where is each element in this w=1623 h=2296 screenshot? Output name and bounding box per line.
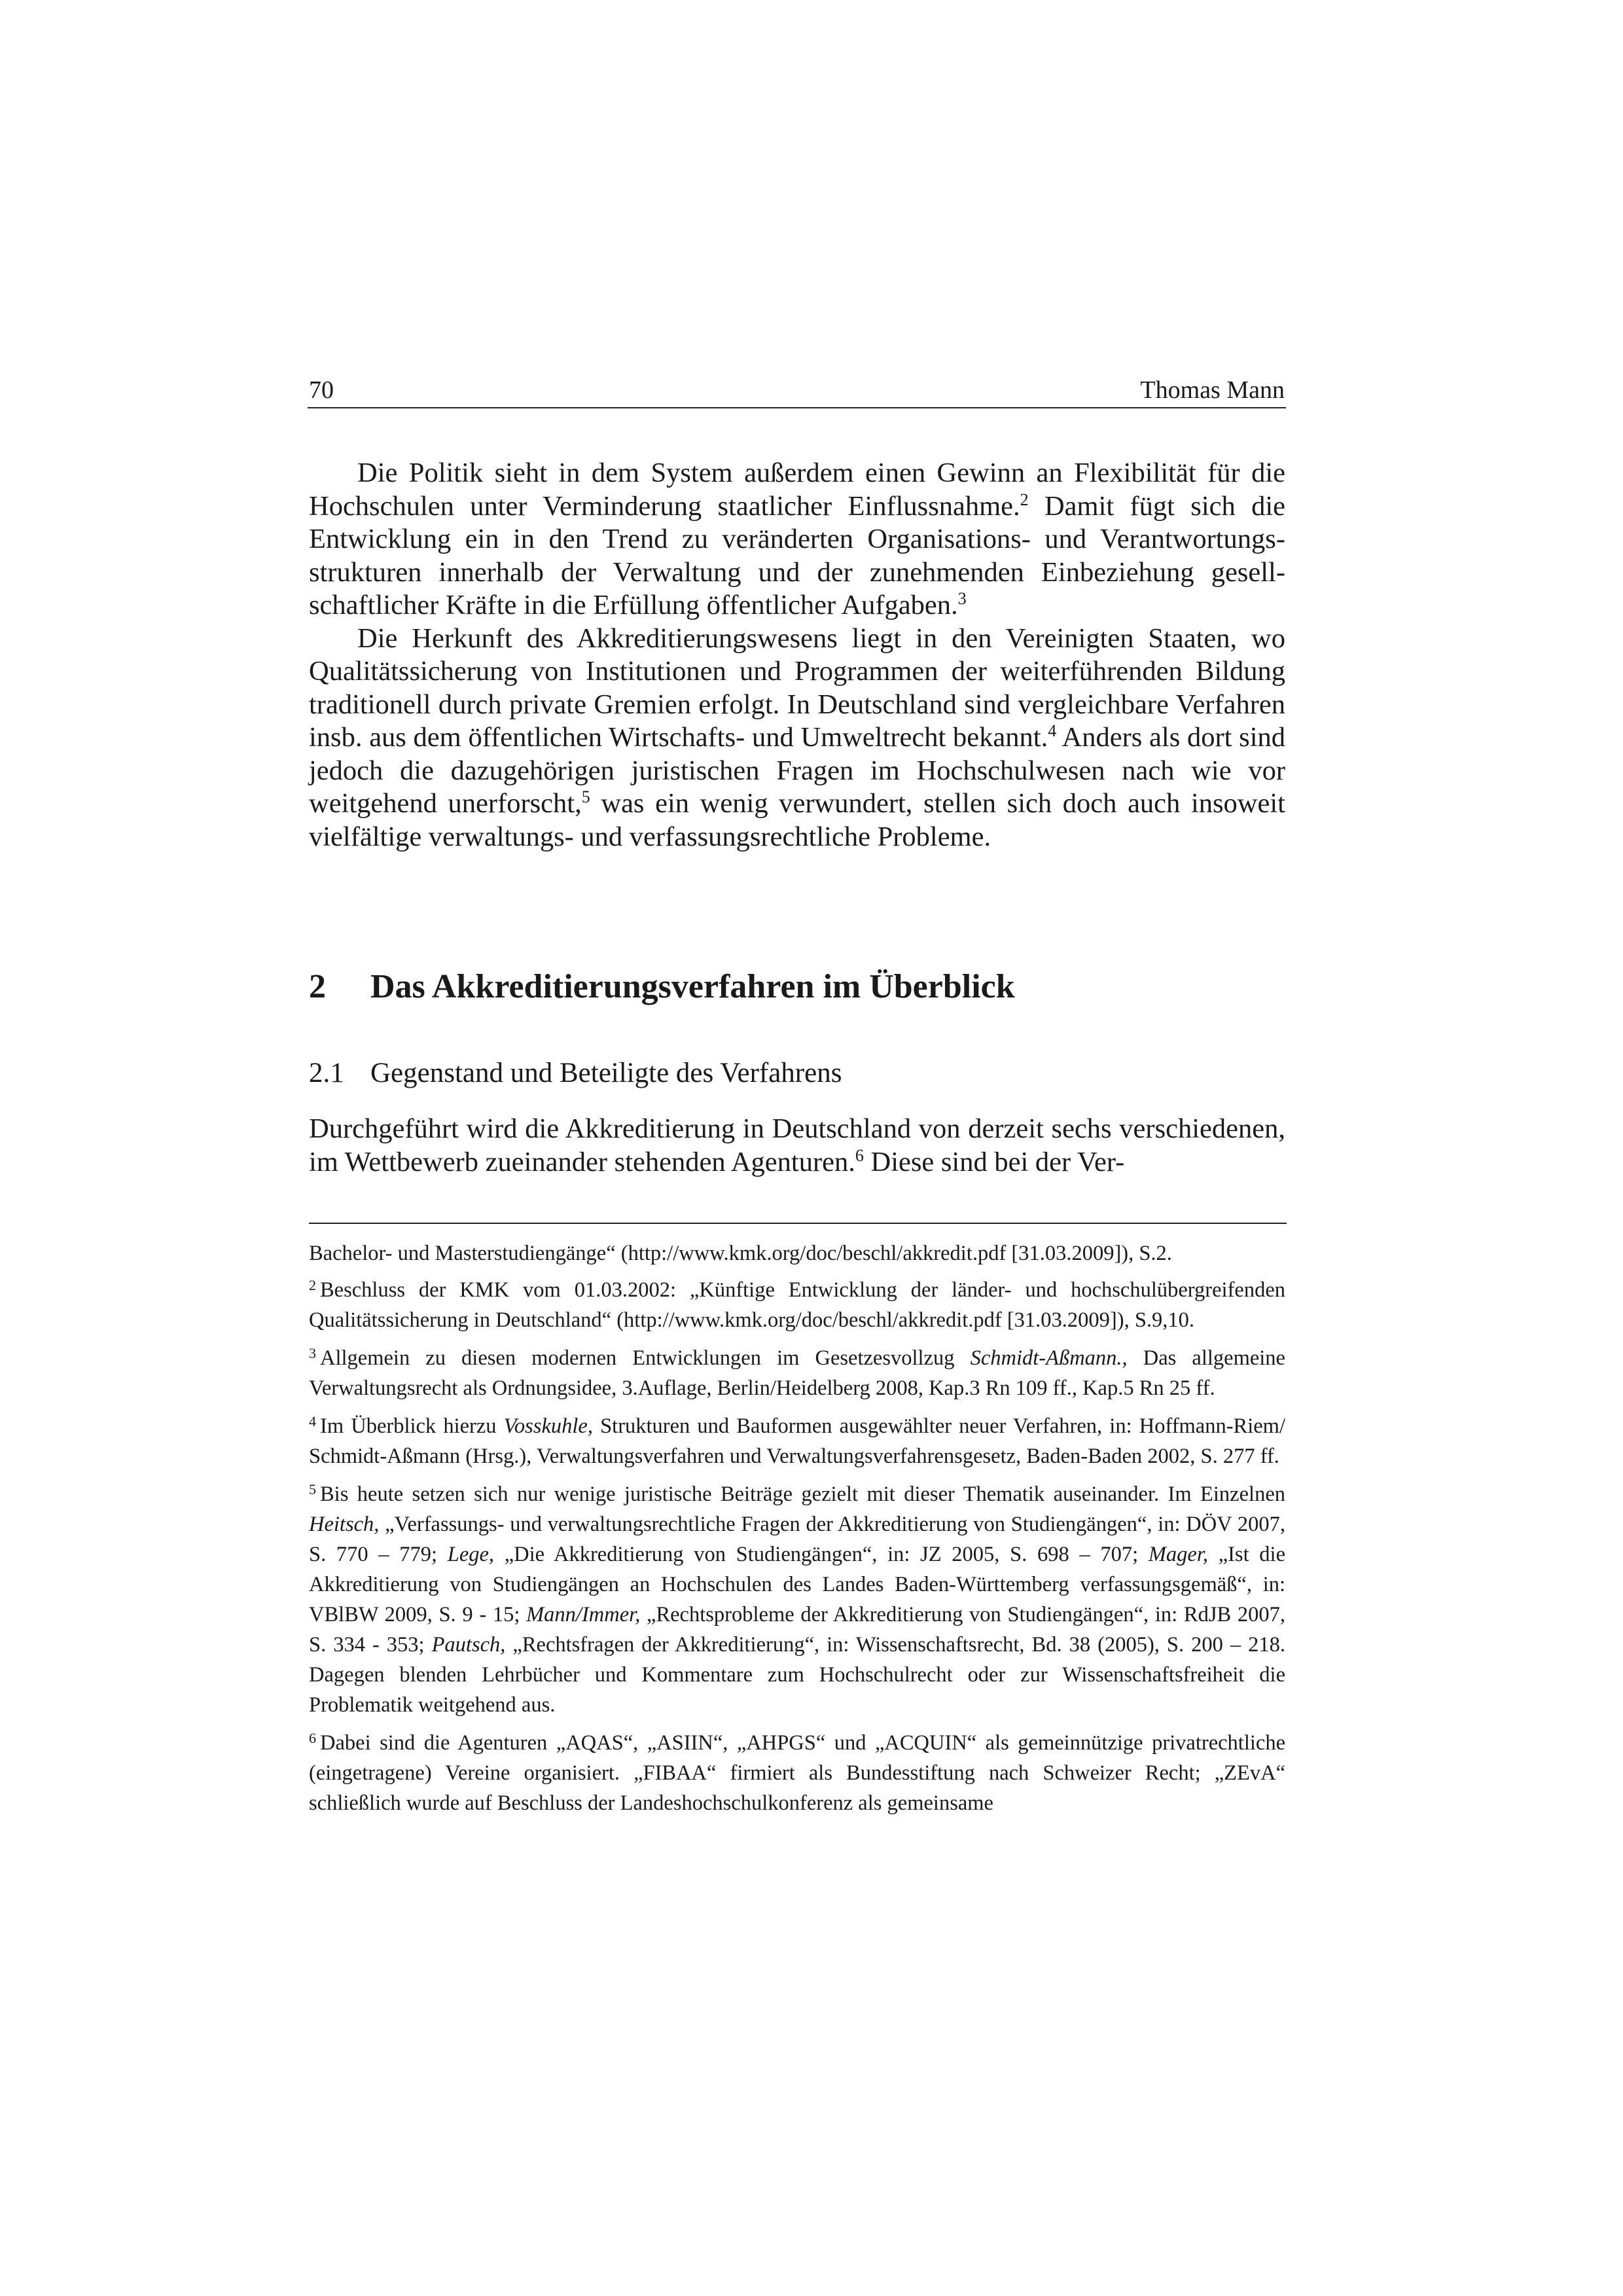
text-run: Strukturen und Bauformen ausgewählter neuer Verfahren, in: Hoffmann-Riem/ Schmidt-Aßmann (Hrsg.), Verwaltungsverfahren und Verwaltungsverfahrensgesetz, Baden-Baden 2002, S. 277 ff. [309, 1414, 1285, 1468]
cited-author: Mager, [1148, 1543, 1208, 1566]
footnote-reference[interactable]: 2 [1020, 490, 1029, 509]
text-run: Die Herkunft des Akkreditierungswesens liegt in den Vereinigten Staaten, wo Qualitätssicherung von Institutionen und Programmen der weiterführenden Bildung traditionell durch private Gremien erfolgt. In Deutschland sind vergleichbare Verfahren insb. aus dem öffentlichen Wirtschafts- und Umweltrecht bekannt. [309, 622, 1285, 753]
cited-author: Vosskuhle, [503, 1414, 593, 1438]
body-text [309, 457, 1285, 853]
footnote-number: 3 [309, 1345, 316, 1361]
subsection-body [309, 1113, 1285, 1179]
footnote-separator [309, 1223, 1287, 1224]
footnote-reference[interactable]: 3 [957, 589, 967, 608]
running-header-author: Thomas Mann [1140, 376, 1285, 404]
text-run: „Rechtsprobleme der Akkreditierung von Studiengängen“, in: RdJB 2007, S. 334 - 353; [309, 1603, 1285, 1657]
text-run: Damit fügt sich die Entwicklung ein in den Trend zu veränderten Organisations- und Verantwortungsstrukturen innerhalb der Verwaltung und der zunehmenden Einbeziehung gesellschaftlicher Kräfte in die Erfüllung öffentlicher Aufgaben. [309, 490, 1285, 620]
footnote-number: 5 [309, 1481, 316, 1498]
text-run: Anders als dort sind jedoch die dazugehörigen juristischen Fragen im Hochschulwesen nach wie vor weitgehend unerforscht, [309, 722, 1286, 819]
subsection-title: Gegenstand und Beteiligte des Verfahrens [370, 1058, 842, 1088]
text-run: Bis heute setzen sich nur wenige juristische Beiträge gezielt mit dieser Thematik auseinander. Im Einzelnen [320, 1482, 1285, 1506]
text-run: Dabei sind die Agenturen „AQAS“, „ASIIN“, „AHPGS“ und „ACQUIN“ als gemeinnützige privatrechtliche (eingetragene) Vereine organisiert. „FIBAA“ firmiert als Bundesstiftung nach Schweizer Recht; „ZEvA“ schließlich wurde auf Beschluss der Landeshochschulkonferenz als gemeinsame [309, 1731, 1285, 1815]
subsection-heading [309, 1057, 842, 1089]
footnotes [309, 1238, 1285, 1826]
text-run: Im Überblick hierzu [320, 1414, 504, 1438]
text-run: Diese sind bei der Ver- [863, 1146, 1125, 1177]
footnote [309, 1275, 1285, 1335]
text-run: Bachelor- und Masterstudiengänge“ (http://www.kmk.org/doc/beschl/akkredit.pdf [31.03.2009]), S.2. [309, 1242, 1172, 1265]
cited-author: Heitsch, [309, 1513, 380, 1536]
subsection-number: 2.1 [309, 1058, 344, 1088]
footnote-reference[interactable]: 4 [1048, 721, 1057, 740]
footnote-number: 6 [309, 1730, 316, 1746]
text-run: „Verfassungs- und verwaltungsrechtliche Fragen der Akkreditierung von Studiengängen“, in: DÖV 2007, S. 770 – 779; [309, 1513, 1285, 1566]
text-run: „Die Akkreditierung von Studiengängen“, in: JZ 2005, S. 698 – 707; [494, 1543, 1149, 1566]
footnote-number: 2 [309, 1277, 316, 1293]
text-run: Allgemein zu diesen modernen Entwicklungen im Gesetzesvollzug [320, 1346, 971, 1370]
body-paragraph [309, 457, 1285, 622]
body-paragraph [309, 622, 1285, 854]
footnote [309, 1343, 1285, 1403]
text-run: was ein wenig verwundert, stellen sich doch auch insoweit vielfältige verwaltungs- und verfassungsrechtliche Probleme. [309, 788, 1285, 852]
text-run: Das allgemeine Verwaltungsrecht als Ordnungsidee, 3.Auflage, Berlin/Heidelberg 2008, Kap.3 Rn 109 ff., Kap.5 Rn 25 ff. [309, 1346, 1285, 1400]
cited-author: Pautsch, [431, 1633, 506, 1657]
text-run: Beschluss der KMK vom 01.03.2002: „Künftige Entwicklung der länder- und hochschulübergreifenden Qualitätssicherung in Deutschland“ (http://www.kmk.org/doc/beschl/akkredit.pdf [31.03.2009]), S.9,10. [309, 1278, 1285, 1332]
footnote [309, 1238, 1285, 1268]
text-run: „Rechtsfragen der Akkreditierung“, in: Wissenschaftsrecht, Bd. 38 (2005), S. 200 – 218. Dagegen blenden Lehrbücher und Kommentare zum Hochschulrecht oder zur Wissenschaftsfreiheit die Problematik weitgehend aus. [309, 1633, 1285, 1717]
footnote-number: 4 [309, 1413, 316, 1429]
text-run: Durchgeführt wird die Akkreditierung in Deutschland von derzeit sechs verschiedenen, im Wettbewerb zueinander stehenden Agenturen. [309, 1113, 1285, 1177]
body-paragraph [309, 1113, 1285, 1179]
running-header [308, 374, 1286, 408]
cited-author: Mann/Immer, [526, 1603, 641, 1626]
footnote-reference[interactable]: 6 [855, 1145, 864, 1165]
section-heading [309, 967, 1015, 1006]
footnote [309, 1728, 1285, 1818]
cited-author: Schmidt-Aßmann., [970, 1346, 1128, 1370]
section-title: Das Akkreditierungsverfahren im Überblick [370, 968, 1015, 1005]
section-number: 2 [309, 968, 326, 1005]
text-run: Die Politik sieht in dem System außerdem einen Gewinn an Flexibilität für die Hochschulen unter Verminderung staatlicher Einflussnahme. [309, 457, 1285, 522]
text-run: „Ist die Akkreditierung von Studiengängen an Hochschulen des Landes Baden-Württemberg verfassungsgemäß“, in: VBlBW 2009, S. 9 - 15; [309, 1543, 1286, 1626]
page-number: 70 [309, 376, 334, 404]
footnote-reference[interactable]: 5 [581, 787, 590, 806]
footnote [309, 1479, 1285, 1720]
cited-author: Lege, [447, 1543, 495, 1566]
footnote [309, 1411, 1285, 1471]
